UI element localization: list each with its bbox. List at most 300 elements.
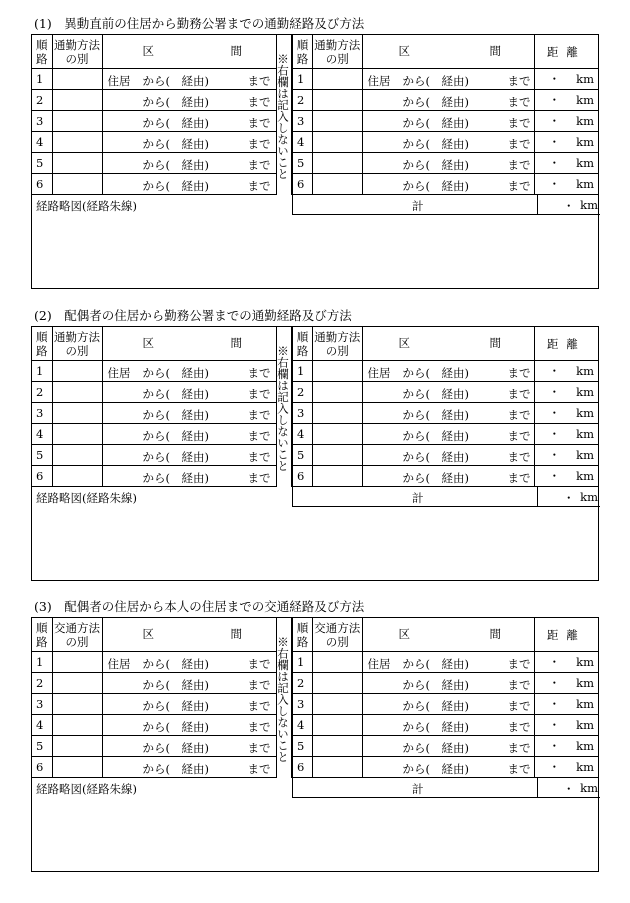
km-unit: km xyxy=(576,93,594,107)
method-header: 通勤方法の別 xyxy=(52,35,102,69)
to-label: まで xyxy=(247,137,271,151)
to-label: まで xyxy=(247,741,271,755)
route-form-box xyxy=(31,34,599,289)
from-label: から( xyxy=(142,429,170,443)
method-cell[interactable] xyxy=(52,382,102,403)
section-cell[interactable] xyxy=(362,361,534,382)
distance-cell[interactable] xyxy=(534,736,598,757)
table-row xyxy=(293,736,599,757)
distance-cell[interactable] xyxy=(534,132,598,153)
seq-header: 順路 xyxy=(293,35,313,69)
to-label: まで xyxy=(507,95,531,109)
method-cell[interactable] xyxy=(52,694,102,715)
row-number: 4 xyxy=(293,715,313,736)
route-table-right xyxy=(292,327,598,487)
km-unit: km xyxy=(580,781,598,795)
section-cell[interactable] xyxy=(362,90,534,111)
to-label: まで xyxy=(507,387,531,401)
decimal-dot: ・ xyxy=(563,782,575,796)
to-label: まで xyxy=(247,366,271,380)
km-unit: km xyxy=(576,427,594,441)
table-row xyxy=(32,174,276,195)
to-label: まで xyxy=(507,720,531,734)
table-row xyxy=(293,153,599,174)
via-label: 経由) xyxy=(441,137,470,151)
section-header: 区 間 xyxy=(102,35,276,69)
from-label: から( xyxy=(142,116,170,130)
row-number: 6 xyxy=(32,174,52,195)
from-label: から( xyxy=(402,741,431,755)
section-cell[interactable] xyxy=(102,445,276,466)
to-label: まで xyxy=(247,158,271,172)
via-label: 経由) xyxy=(181,179,209,193)
from-label: から( xyxy=(402,450,431,464)
section-header: 区 間 xyxy=(362,327,534,361)
method-header: 交通方法の別 xyxy=(312,618,362,652)
via-label: 経由) xyxy=(441,366,470,380)
section-cell[interactable] xyxy=(102,153,276,174)
to-label: まで xyxy=(507,158,531,172)
decimal-dot: ・ xyxy=(548,406,561,420)
row-number: 1 xyxy=(32,361,52,382)
decimal-dot: ・ xyxy=(548,676,561,690)
decimal-dot: ・ xyxy=(548,114,561,128)
route-map-area[interactable] xyxy=(32,507,598,580)
method-cell[interactable] xyxy=(52,757,102,778)
row-number: 5 xyxy=(293,445,313,466)
row-number: 5 xyxy=(293,153,313,174)
row-number: 3 xyxy=(32,403,52,424)
from-label: から( xyxy=(402,387,431,401)
via-label: 経由) xyxy=(441,678,470,692)
from-label: から( xyxy=(402,137,431,151)
to-label: まで xyxy=(507,450,531,464)
via-label: 経由) xyxy=(181,74,209,88)
distance-cell[interactable] xyxy=(534,715,598,736)
table-row xyxy=(293,424,599,445)
section-cell[interactable] xyxy=(362,715,534,736)
from-label: から( xyxy=(142,387,170,401)
method-cell[interactable] xyxy=(52,424,102,445)
table-row xyxy=(293,715,599,736)
row-number: 2 xyxy=(32,382,52,403)
distance-cell[interactable] xyxy=(534,673,598,694)
table-row xyxy=(293,652,599,673)
section-cell[interactable] xyxy=(102,673,276,694)
home-label: 住居 xyxy=(107,657,131,671)
km-unit: km xyxy=(576,72,594,86)
section-cell[interactable] xyxy=(362,736,534,757)
method-cell[interactable] xyxy=(312,757,362,778)
method-cell[interactable] xyxy=(312,445,362,466)
distance-cell[interactable] xyxy=(534,424,598,445)
km-unit: km xyxy=(576,676,594,690)
via-label: 経由) xyxy=(181,408,209,422)
to-label: まで xyxy=(247,720,271,734)
from-label: から( xyxy=(142,450,170,464)
row-number: 2 xyxy=(32,90,52,111)
via-label: 経由) xyxy=(181,657,209,671)
method-cell[interactable] xyxy=(52,673,102,694)
distance-cell[interactable] xyxy=(534,174,598,195)
route-form-box xyxy=(31,617,599,872)
section-cell[interactable] xyxy=(102,382,276,403)
distance-cell[interactable] xyxy=(534,652,598,673)
method-cell[interactable] xyxy=(52,174,102,195)
to-label: まで xyxy=(507,116,531,130)
via-label: 経由) xyxy=(181,366,209,380)
to-label: まで xyxy=(247,179,271,193)
distance-cell[interactable] xyxy=(534,403,598,424)
home-label: 住居 xyxy=(367,657,391,671)
seq-header: 順路 xyxy=(293,618,313,652)
from-label: から( xyxy=(142,366,170,380)
km-unit: km xyxy=(576,364,594,378)
method-cell[interactable] xyxy=(312,361,362,382)
route-table-right xyxy=(292,35,598,195)
from-label: から( xyxy=(402,179,431,193)
method-cell[interactable] xyxy=(52,403,102,424)
to-label: まで xyxy=(507,366,531,380)
from-label: から( xyxy=(142,720,170,734)
route-map-area[interactable] xyxy=(32,798,598,871)
method-cell[interactable] xyxy=(52,153,102,174)
section-cell[interactable] xyxy=(102,111,276,132)
table-row xyxy=(293,174,599,195)
route-table-left xyxy=(32,618,277,778)
row-number: 4 xyxy=(293,424,313,445)
row-number: 3 xyxy=(32,694,52,715)
section-cell[interactable] xyxy=(102,736,276,757)
table-row xyxy=(293,361,599,382)
section-cell[interactable] xyxy=(362,445,534,466)
decimal-dot: ・ xyxy=(548,177,561,191)
section-header: 区 間 xyxy=(362,618,534,652)
via-label: 経由) xyxy=(181,158,209,172)
from-label: から( xyxy=(402,95,431,109)
to-label: まで xyxy=(507,678,531,692)
section-cell[interactable] xyxy=(102,132,276,153)
decimal-dot: ・ xyxy=(548,697,561,711)
km-unit: km xyxy=(576,697,594,711)
method-cell[interactable] xyxy=(52,736,102,757)
section-cell[interactable] xyxy=(102,757,276,778)
via-label: 経由) xyxy=(441,429,470,443)
home-label: 住居 xyxy=(107,366,131,380)
section-cell[interactable] xyxy=(362,111,534,132)
total-distance-cell[interactable] xyxy=(537,195,602,214)
method-cell[interactable] xyxy=(52,715,102,736)
from-label: から( xyxy=(402,678,431,692)
route-map-label: 経路略図(経路朱線) xyxy=(36,491,137,505)
to-label: まで xyxy=(247,387,271,401)
section-cell[interactable] xyxy=(102,90,276,111)
row-number: 3 xyxy=(293,111,313,132)
table-row xyxy=(32,153,276,174)
decimal-dot: ・ xyxy=(548,427,561,441)
from-label: から( xyxy=(142,657,170,671)
row-number: 6 xyxy=(32,466,52,487)
method-cell[interactable] xyxy=(52,445,102,466)
distance-cell[interactable] xyxy=(534,382,598,403)
to-label: まで xyxy=(507,741,531,755)
method-cell[interactable] xyxy=(312,382,362,403)
to-label: まで xyxy=(247,408,271,422)
section-cell[interactable] xyxy=(102,466,276,487)
table-row xyxy=(32,652,276,673)
from-label: から( xyxy=(402,471,431,485)
section-cell[interactable] xyxy=(102,69,276,90)
route-map-label: 経路略図(経路朱線) xyxy=(36,199,137,213)
section-cell[interactable] xyxy=(102,361,276,382)
seq-header: 順路 xyxy=(32,327,52,361)
via-label: 経由) xyxy=(181,471,209,485)
km-unit: km xyxy=(576,469,594,483)
decimal-dot: ・ xyxy=(548,760,561,774)
distance-cell[interactable] xyxy=(534,694,598,715)
table-row xyxy=(293,111,599,132)
distance-cell[interactable] xyxy=(534,90,598,111)
decimal-dot: ・ xyxy=(548,385,561,399)
row-number: 4 xyxy=(32,424,52,445)
from-label: から( xyxy=(402,366,431,380)
method-cell[interactable] xyxy=(312,69,362,90)
method-cell[interactable] xyxy=(52,132,102,153)
to-label: まで xyxy=(247,699,271,713)
from-label: から( xyxy=(142,74,170,88)
total-row xyxy=(292,778,600,798)
method-cell[interactable] xyxy=(312,403,362,424)
row-number: 4 xyxy=(32,715,52,736)
section-cell[interactable] xyxy=(362,757,534,778)
method-cell[interactable] xyxy=(52,111,102,132)
from-label: から( xyxy=(402,657,431,671)
to-label: まで xyxy=(247,74,271,88)
km-unit: km xyxy=(580,198,598,212)
distance-cell[interactable] xyxy=(534,466,598,487)
to-label: まで xyxy=(507,429,531,443)
row-number: 2 xyxy=(293,382,313,403)
distance-cell[interactable] xyxy=(534,111,598,132)
section-title: (3) 配偶者の住居から本人の住居までの交通経路及び方法 xyxy=(34,599,365,614)
total-label: 計 xyxy=(412,491,424,505)
section-title: (1) 異動直前の住居から勤務公署までの通勤経路及び方法 xyxy=(34,16,365,31)
section-cell[interactable] xyxy=(102,424,276,445)
method-cell[interactable] xyxy=(312,736,362,757)
via-label: 経由) xyxy=(441,762,470,776)
from-label: から( xyxy=(402,699,431,713)
distance-cell[interactable] xyxy=(534,361,598,382)
method-cell[interactable] xyxy=(312,132,362,153)
do-not-fill-notice: ※右欄は記入しないこと xyxy=(276,327,292,487)
via-label: 経由) xyxy=(441,741,470,755)
total-label: 計 xyxy=(412,782,424,796)
from-label: から( xyxy=(142,179,170,193)
decimal-dot: ・ xyxy=(563,199,575,213)
row-number: 4 xyxy=(293,132,313,153)
method-header: 通勤方法の別 xyxy=(312,35,362,69)
home-label: 住居 xyxy=(107,74,131,88)
total-distance-cell[interactable] xyxy=(537,778,602,797)
row-number: 1 xyxy=(293,361,313,382)
to-label: まで xyxy=(247,678,271,692)
route-table-right xyxy=(292,618,598,778)
section-cell[interactable] xyxy=(102,174,276,195)
from-label: から( xyxy=(402,762,431,776)
km-unit: km xyxy=(576,718,594,732)
section-cell[interactable] xyxy=(362,424,534,445)
decimal-dot: ・ xyxy=(548,448,561,462)
method-cell[interactable] xyxy=(312,111,362,132)
total-distance-cell[interactable] xyxy=(537,487,602,506)
to-label: まで xyxy=(247,471,271,485)
via-label: 経由) xyxy=(181,762,209,776)
from-label: から( xyxy=(402,720,431,734)
method-cell[interactable] xyxy=(52,652,102,673)
to-label: まで xyxy=(247,657,271,671)
km-unit: km xyxy=(576,739,594,753)
from-label: から( xyxy=(142,471,170,485)
method-cell[interactable] xyxy=(52,69,102,90)
distance-header: 距離 xyxy=(534,35,598,69)
table-row xyxy=(293,90,599,111)
total-row xyxy=(292,487,600,507)
section-cell[interactable] xyxy=(362,652,534,673)
home-label: 住居 xyxy=(367,74,391,88)
method-cell[interactable] xyxy=(312,652,362,673)
do-not-fill-notice: ※右欄は記入しないこと xyxy=(276,35,292,195)
table-row xyxy=(293,466,599,487)
from-label: から( xyxy=(142,408,170,422)
row-number: 2 xyxy=(32,673,52,694)
method-cell[interactable] xyxy=(312,90,362,111)
table-row xyxy=(293,403,599,424)
km-unit: km xyxy=(580,490,598,504)
section-cell[interactable] xyxy=(362,673,534,694)
via-label: 経由) xyxy=(441,179,470,193)
km-unit: km xyxy=(576,114,594,128)
decimal-dot: ・ xyxy=(563,491,575,505)
to-label: まで xyxy=(507,179,531,193)
table-row xyxy=(293,445,599,466)
row-number: 2 xyxy=(293,90,313,111)
method-cell[interactable] xyxy=(312,715,362,736)
home-label: 住居 xyxy=(367,366,391,380)
via-label: 経由) xyxy=(441,74,470,88)
section-cell[interactable] xyxy=(362,153,534,174)
method-cell[interactable] xyxy=(52,90,102,111)
method-cell[interactable] xyxy=(52,361,102,382)
section-cell[interactable] xyxy=(362,132,534,153)
seq-header: 順路 xyxy=(32,618,52,652)
row-number: 1 xyxy=(293,652,313,673)
row-number: 2 xyxy=(293,673,313,694)
via-label: 経由) xyxy=(441,699,470,713)
section-cell[interactable] xyxy=(362,382,534,403)
row-number: 5 xyxy=(32,153,52,174)
table-row xyxy=(32,132,276,153)
distance-cell[interactable] xyxy=(534,69,598,90)
do-not-fill-notice: ※右欄は記入しないこと xyxy=(276,618,292,778)
route-map-area[interactable] xyxy=(32,215,598,288)
method-cell[interactable] xyxy=(312,694,362,715)
decimal-dot: ・ xyxy=(548,655,561,669)
row-number: 3 xyxy=(293,694,313,715)
method-cell[interactable] xyxy=(312,153,362,174)
section-cell[interactable] xyxy=(102,403,276,424)
from-label: から( xyxy=(142,137,170,151)
route-table-left xyxy=(32,35,277,195)
via-label: 経由) xyxy=(181,116,209,130)
from-label: から( xyxy=(142,741,170,755)
section-cell[interactable] xyxy=(362,69,534,90)
method-cell[interactable] xyxy=(312,673,362,694)
table-row xyxy=(32,424,276,445)
distance-cell[interactable] xyxy=(534,757,598,778)
route-map-label: 経路略図(経路朱線) xyxy=(36,782,137,796)
via-label: 経由) xyxy=(181,450,209,464)
section-cell[interactable] xyxy=(102,652,276,673)
section-cell[interactable] xyxy=(362,403,534,424)
to-label: まで xyxy=(247,450,271,464)
section-cell[interactable] xyxy=(362,694,534,715)
from-label: から( xyxy=(402,429,431,443)
row-number: 1 xyxy=(32,652,52,673)
decimal-dot: ・ xyxy=(548,72,561,86)
distance-cell[interactable] xyxy=(534,445,598,466)
row-number: 6 xyxy=(32,757,52,778)
section-title: (2) 配偶者の住居から勤務公署までの通勤経路及び方法 xyxy=(34,308,352,323)
section-header: 区 間 xyxy=(362,35,534,69)
row-number: 1 xyxy=(32,69,52,90)
section-cell[interactable] xyxy=(102,694,276,715)
section-cell[interactable] xyxy=(102,715,276,736)
method-cell[interactable] xyxy=(312,174,362,195)
table-row xyxy=(32,403,276,424)
row-number: 6 xyxy=(293,757,313,778)
km-unit: km xyxy=(576,448,594,462)
section-cell[interactable] xyxy=(362,174,534,195)
table-row xyxy=(293,673,599,694)
row-number: 5 xyxy=(293,736,313,757)
from-label: から( xyxy=(402,408,431,422)
to-label: まで xyxy=(247,429,271,443)
via-label: 経由) xyxy=(441,95,470,109)
to-label: まで xyxy=(507,137,531,151)
km-unit: km xyxy=(576,406,594,420)
to-label: まで xyxy=(507,471,531,485)
table-row xyxy=(32,736,276,757)
method-cell[interactable] xyxy=(52,466,102,487)
via-label: 経由) xyxy=(181,699,209,713)
total-label: 計 xyxy=(412,199,424,213)
table-row xyxy=(32,466,276,487)
decimal-dot: ・ xyxy=(548,739,561,753)
method-cell[interactable] xyxy=(312,466,362,487)
from-label: から( xyxy=(142,95,170,109)
distance-header: 距離 xyxy=(534,327,598,361)
decimal-dot: ・ xyxy=(548,718,561,732)
to-label: まで xyxy=(247,95,271,109)
decimal-dot: ・ xyxy=(548,469,561,483)
table-row xyxy=(293,69,599,90)
method-cell[interactable] xyxy=(312,424,362,445)
section-cell[interactable] xyxy=(362,466,534,487)
row-number: 5 xyxy=(32,445,52,466)
table-row xyxy=(293,757,599,778)
table-row xyxy=(32,90,276,111)
distance-cell[interactable] xyxy=(534,153,598,174)
